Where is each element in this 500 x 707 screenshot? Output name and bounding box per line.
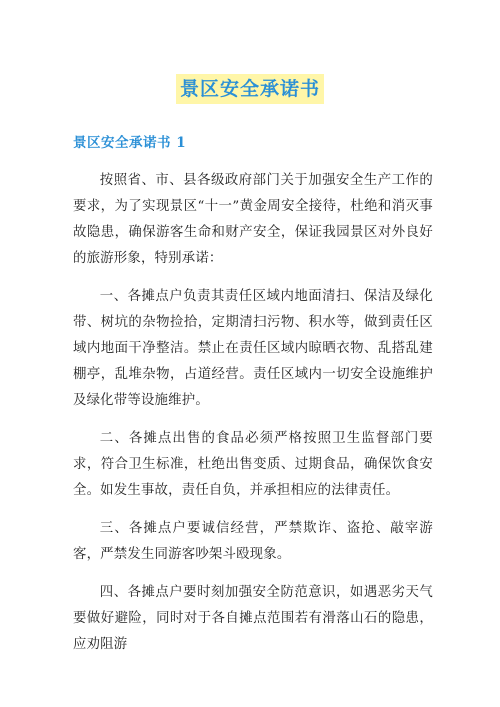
paragraph-item-1: 一、各摊点户负责其责任区域内地面清扫、保洁及绿化带、树坑的杂物捡拾，定期清扫污物、积水等，做到责任区域内地面干净整洁。禁止在责任区域内晾晒衣物、乱搭乱建棚亭，乱堆杂物，占道经营。责任区域内一切安全设施维护及绿化带等设施维护。 [73,289,433,408]
paragraph-intro: 按照省、市、县各级政府部门关于加强安全生产工作的要求，为了实现景区“十一”黄金周安全接待，杜绝和消灭事故隐患，确保游客生命和财产安全，保证我园景区对外良好的旅游形象，特别承诺： [73,173,433,266]
document-title-wrapper [0,74,500,104]
document-title: 景区安全承诺书 [176,74,324,104]
document-body [73,168,433,670]
paragraph-item-2: 二、各摊点出售的食品必须严格按照卫生监督部门要求，符合卫生标准，杜绝出售变质、过期食品，确保饮食安全。如发生事故，责任自负，并承担相应的法律责任。 [73,431,433,498]
paragraph-item-4: 四、各摊点户要时刻加强安全防范意识，如遇恶劣天气要做好避险，同时对于各自摊点范围若有滑落山石的隐患，应劝阻游 [73,585,433,652]
paragraph-item-3: 三、各摊点户要诚信经营，严禁欺诈、盗抢、敲宰游客，严禁发生同游客吵架斗殴现象。 [73,521,433,562]
section-heading: 景区安全承诺书 1 [73,135,187,151]
